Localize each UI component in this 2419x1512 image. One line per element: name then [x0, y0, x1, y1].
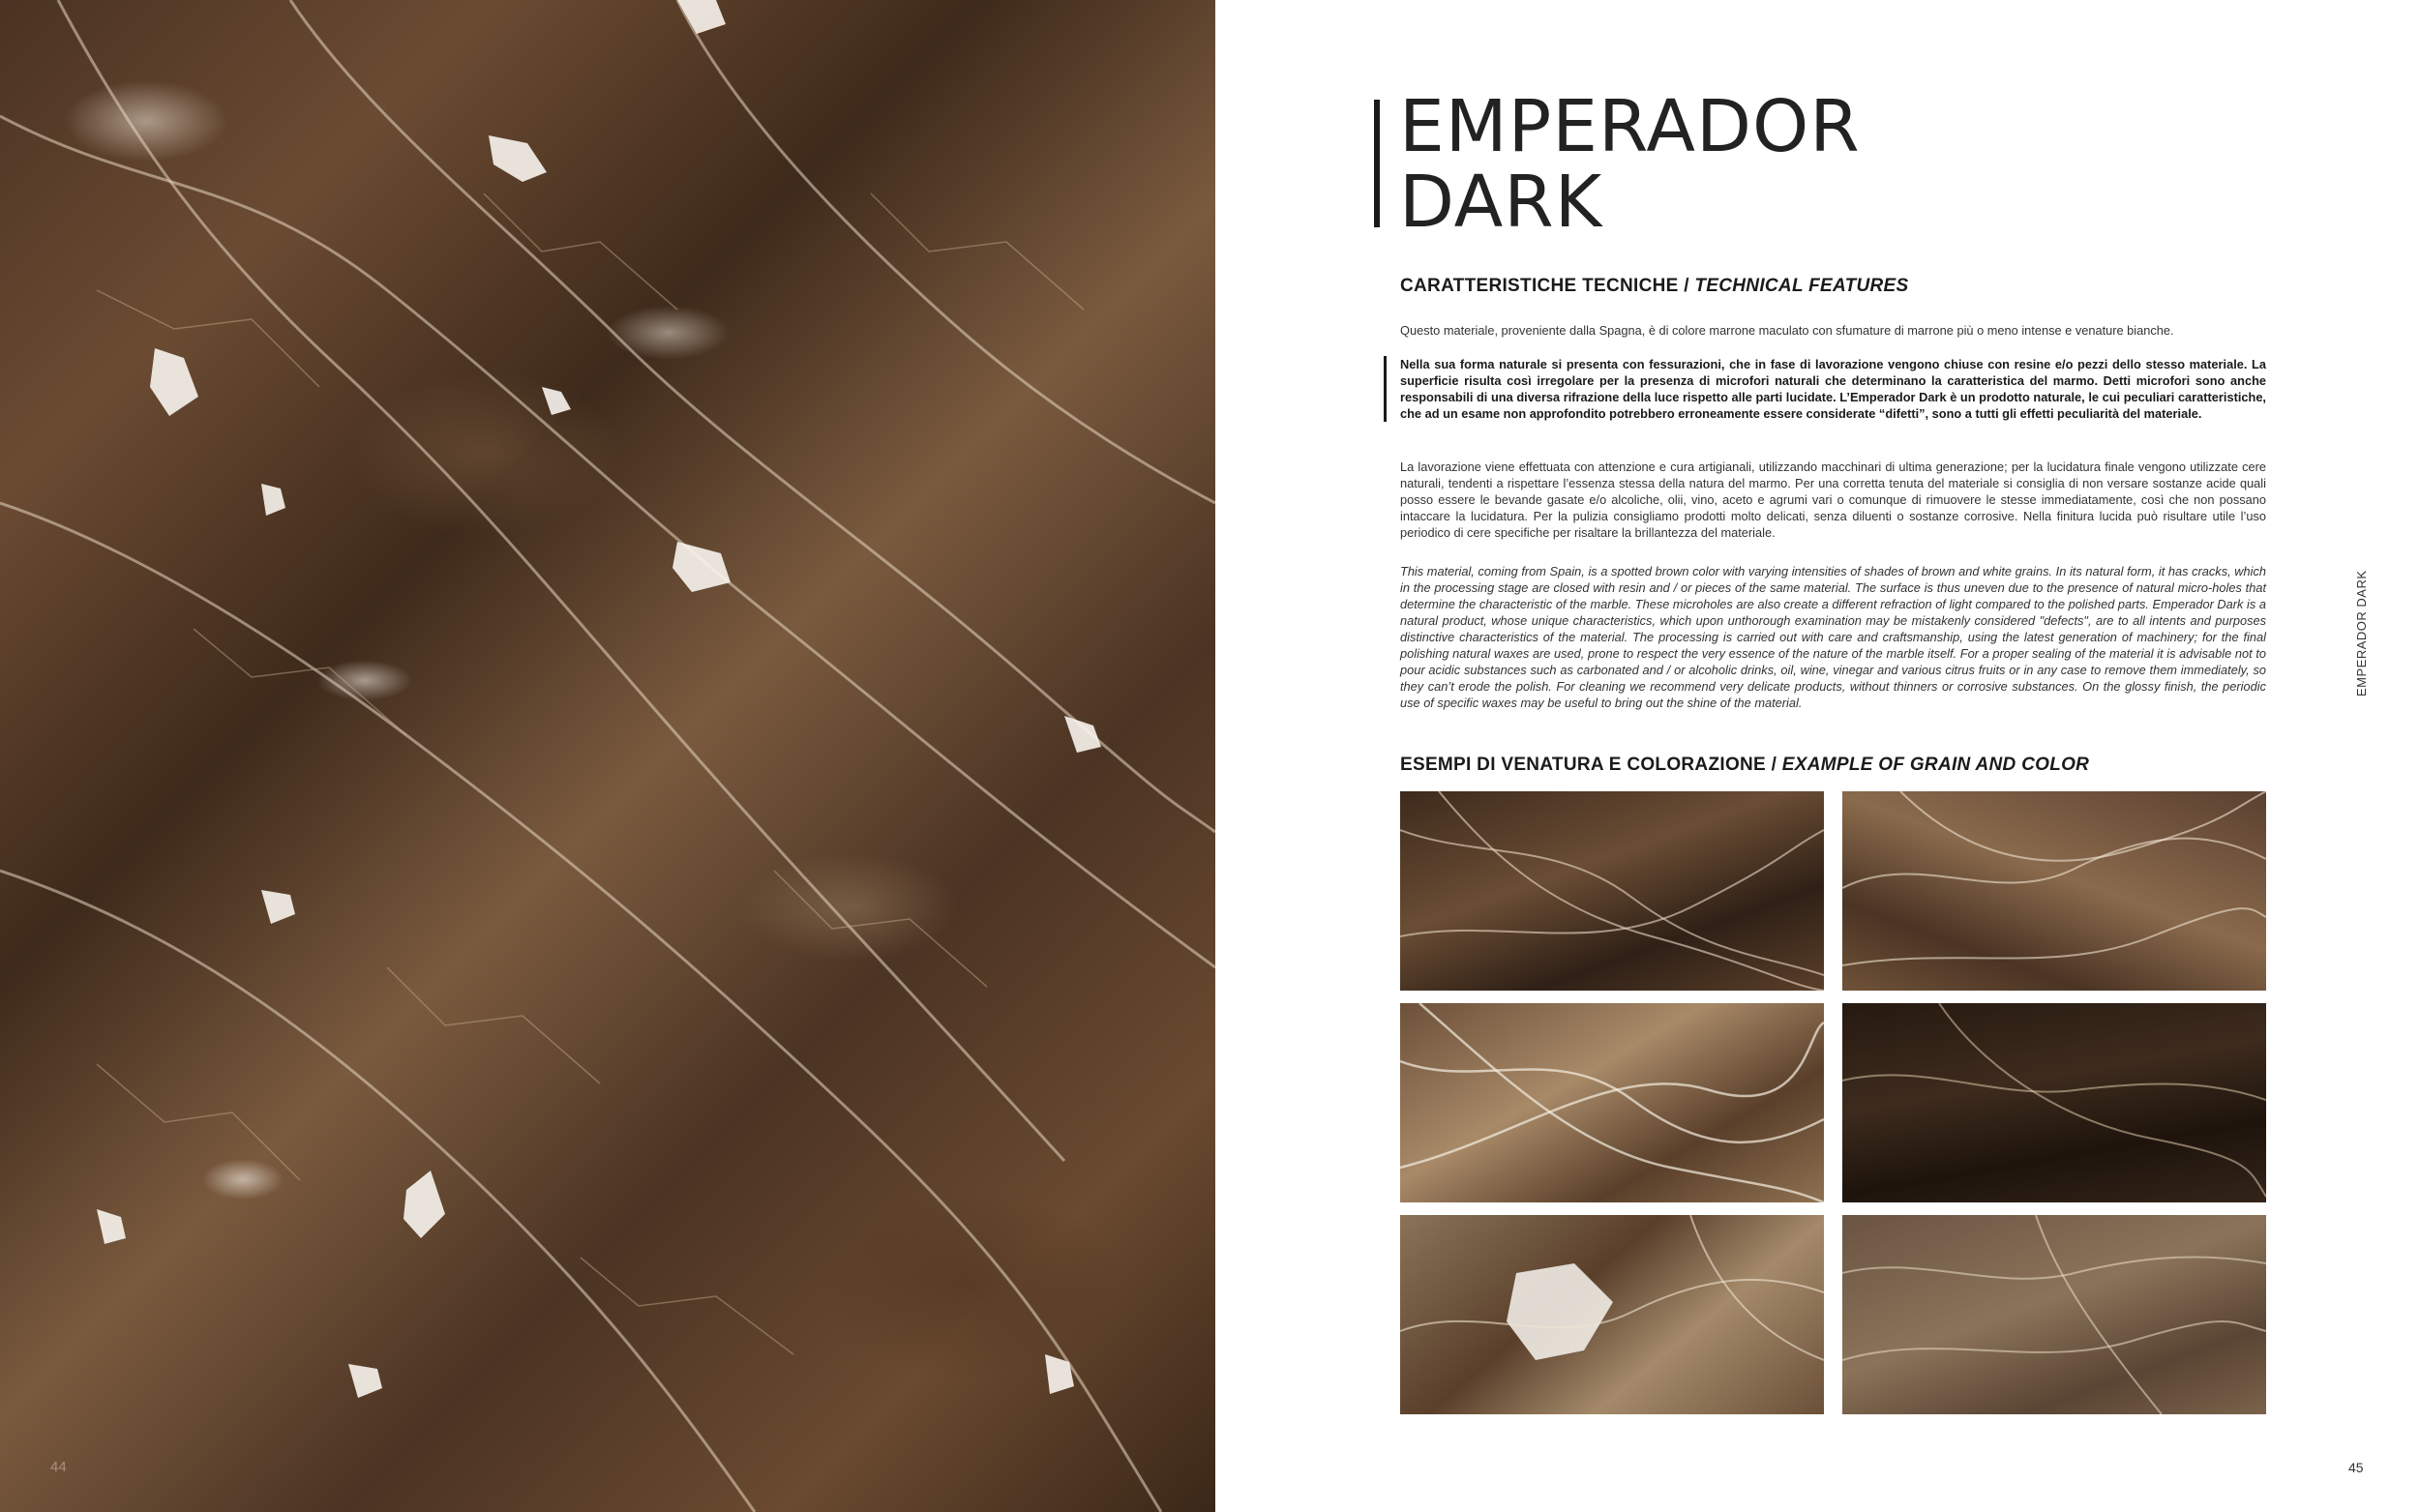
sample-image	[1842, 1003, 2266, 1202]
section-heading-technical-it: CARATTERISTICHE TECNICHE /	[1400, 276, 1689, 296]
section-heading-technical-en: TECHNICAL FEATURES	[1694, 276, 1909, 296]
sample-image	[1842, 1215, 2266, 1414]
highlight-block	[1384, 356, 2269, 422]
paragraph-processing: La lavorazione viene effettuata con attenzione e cura artigianali, utilizzando macchinari di ultima generazione; per la lucidatura finale vengono utilizzate cere naturali, tendenti a rispettare l’essenza stessa della natura del marmo. Per una corretta tenuta del materiale si consiglia di non versare sostanze acide quali posso essere le bevande gasate e/o alcoliche, olii, vino, aceto e agrumi vari o comunque di rimuovere le stesse immediatamente, così che non possano intaccare la lucidatura. Per la pulizia consigliamo prodotti molto delicati, senza diluenti o sostanze corrosive. Nella finitura lucida può risultare utile l’uso periodico di cere specifiche per risaltare la brillantezza del materiale.	[1400, 460, 2266, 540]
sample-image	[1400, 1003, 1824, 1202]
section-heading-examples-en: EXAMPLE OF GRAIN AND COLOR	[1781, 755, 2090, 775]
page-number-right: 45	[2348, 1460, 2364, 1475]
section-heading-examples	[1400, 755, 2089, 776]
page-number-left: 44	[50, 1459, 67, 1475]
side-label: EMPERADOR DARK	[2354, 570, 2369, 697]
paragraph-english: This material, coming from Spain, is a spotted brown color with varying intensities of shades of brown and white grains. In its natural form, it has cracks, which in the processing stage are closed with resin and / or pieces of the same material. The surface is thus uneven due to the presence of natural micro-holes that determine the characteristic of the marble. These microholes are also create a different refraction of light compared to the polished parts. Emperador Dark is a natural product, whose unique characteristics, which upon unthorough examination may be mistakenly considered "defects", are to all intents and purposes distinctive characteristics of the material. The processing is carried out with care and craftsmanship, using the latest generation of machinery; for the final polishing natural waxes are used, prone to respect the very essence of the nature of the marble itself. For a proper sealing of the material it is advisable not to pour acidic substances such as carbonated and / or alcoholic drinks, oil, wine, vinegar and various citrus fruits or in any case to remove them immediately, so they can’t erode the polish. For cleaning we recommend very delicate products, without thinners or corrosive substances. On the glossy finish, the periodic use of specific waxes may be useful to bring out the shine of the material.	[1400, 564, 2266, 710]
sample-grid	[1400, 791, 2266, 1416]
sample-image	[1842, 791, 2266, 991]
paragraph-intro: Questo materiale, proveniente dalla Spagna, è di colore marrone maculato con sfumature di marrone più o meno intense e venature bianche.	[1400, 323, 2174, 338]
sample-image	[1400, 1215, 1824, 1414]
section-heading-technical	[1400, 276, 1908, 297]
sample-image	[1400, 791, 1824, 991]
section-heading-examples-it: ESEMPI DI VENATURA E COLORAZIONE /	[1400, 755, 1777, 775]
title-accent-bar	[1374, 100, 1380, 227]
paragraph-highlight: Nella sua forma naturale si presenta con fessurazioni, che in fase di lavorazione vengono chiuse con resine e/o pezzi dello stesso materiale. La superficie risulta così irregolare per la presenza di microfori naturali che determinano la caratteristica del marmo. Detti microfori sono anche responsabili di una diversa rifrazione della luce rispetto alle parti lucidate. L’Emperador Dark è un prodotto naturale, le cui peculiari caratteristiche, che ad un esame non approfondito potrebbero erroneamente essere considerate “difetti”, sono a tutti gli effetti peculiarità del materiale.	[1400, 357, 2266, 421]
title-line-2: DARK	[1399, 161, 1603, 244]
title-line-1: EMPERADOR	[1399, 85, 1861, 168]
page-title	[1399, 85, 1861, 244]
